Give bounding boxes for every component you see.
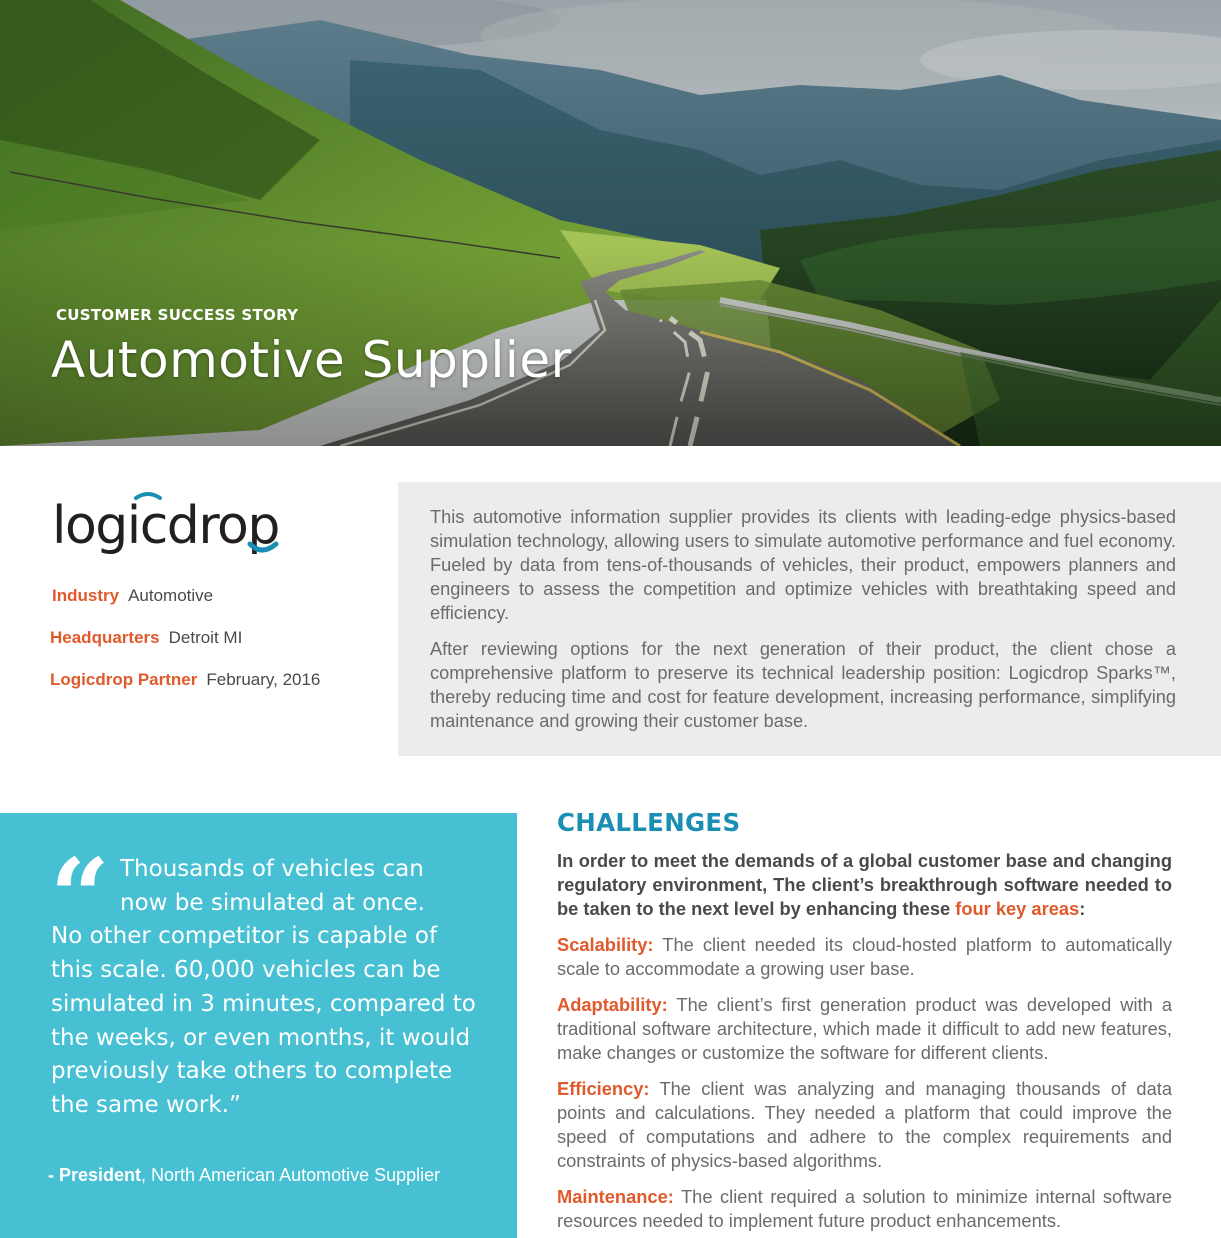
fact-value: February, 2016 — [206, 670, 321, 689]
intro-box — [398, 482, 1221, 756]
challenge-maintenance — [557, 1185, 1172, 1233]
quote-text — [51, 853, 481, 1123]
challenges-lead — [557, 849, 1172, 921]
quote-body: No other competitor is capable of this scale. 60,000 vehicles can be simulated in 3 minutes, compared to the weeks, or even months, it would previously take others to complete the same work.” — [51, 923, 476, 1118]
challenge-scalability — [557, 933, 1172, 981]
lead-text: In order to meet the demands of a global customer base and changing regulatory environment, The client’s breakthrough software needed to be taken to the next level by enhancing these — [557, 850, 1172, 919]
fact-value: Automotive — [128, 586, 214, 605]
challenge-term: Maintenance: — [557, 1186, 674, 1207]
challenge-term: Efficiency: — [557, 1078, 650, 1099]
quote-attribution — [48, 1165, 440, 1186]
fact-label: Headquarters — [50, 628, 160, 647]
challenges-heading: CHALLENGES — [557, 808, 741, 837]
challenge-term: Adaptability: — [557, 994, 668, 1015]
challenge-text: The client needed its cloud-hosted platform to automatically scale to accommodate a growing user base. — [557, 934, 1172, 979]
challenge-adaptability — [557, 993, 1172, 1065]
quote-line-1: Thousands of vehicles can — [120, 856, 424, 882]
fact-industry — [52, 585, 213, 607]
lead-highlight: four key areas — [955, 898, 1080, 919]
fact-headquarters — [50, 627, 242, 649]
quote-mark-icon: “ — [50, 835, 110, 958]
quote-panel — [0, 813, 517, 1238]
hero-eyebrow: CUSTOMER SUCCESS STORY — [56, 306, 299, 324]
hero-banner — [0, 0, 1221, 446]
challenge-text: The client was analyzing and managing thousands of data points and calculations. They needed a platform that could improve the speed of computations and adhere to the complex requirements and constraints of physics-based algorithms. — [557, 1078, 1172, 1171]
challenge-text: The client’s first generation product was developed with a traditional software architecture, which made it difficult to add new features, make changes or customize the software for different clients. — [557, 994, 1172, 1063]
fact-value: Detroit MI — [168, 628, 243, 647]
intro-paragraph-1: This automotive information supplier provides its clients with leading-edge physics-based simulation technology, allowing users to simulate automotive performance and fuel economy. Fueled by data from tens-of-thousands of vehicles, their product, empowers planners and engineers to assess the competition and optimize vehicles with breathtaking speed and efficiency. — [430, 507, 1176, 623]
quote-role: - President — [48, 1165, 142, 1185]
page-title: Automotive Supplier — [51, 331, 572, 389]
challenge-text: The client required a solution to minimize internal software resources needed to implement future product enhancements. — [557, 1186, 1172, 1231]
lead-end: : — [1079, 898, 1086, 919]
fact-label: Logicdrop Partner — [50, 670, 198, 689]
challenge-term: Scalability: — [557, 934, 654, 955]
logo-wordmark: logicdrop — [52, 496, 279, 556]
quote-org: , North American Automotive Supplier — [141, 1165, 441, 1185]
fact-label: Industry — [52, 586, 120, 605]
quote-line-2: now be simulated at once. — [120, 889, 425, 916]
intro-paragraph-2: After reviewing options for the next generation of their product, the client chose a comprehensive platform to preserve its technical leadership position: Logicdrop Sparks™, thereby reducing time and cost for feature development, increasing performance, simplifying maintenance and growing their customer base. — [430, 639, 1176, 731]
logicdrop-logo — [52, 488, 322, 560]
fact-partner — [50, 669, 320, 691]
logo-arc-icon — [52, 488, 322, 560]
challenge-efficiency — [557, 1077, 1172, 1173]
